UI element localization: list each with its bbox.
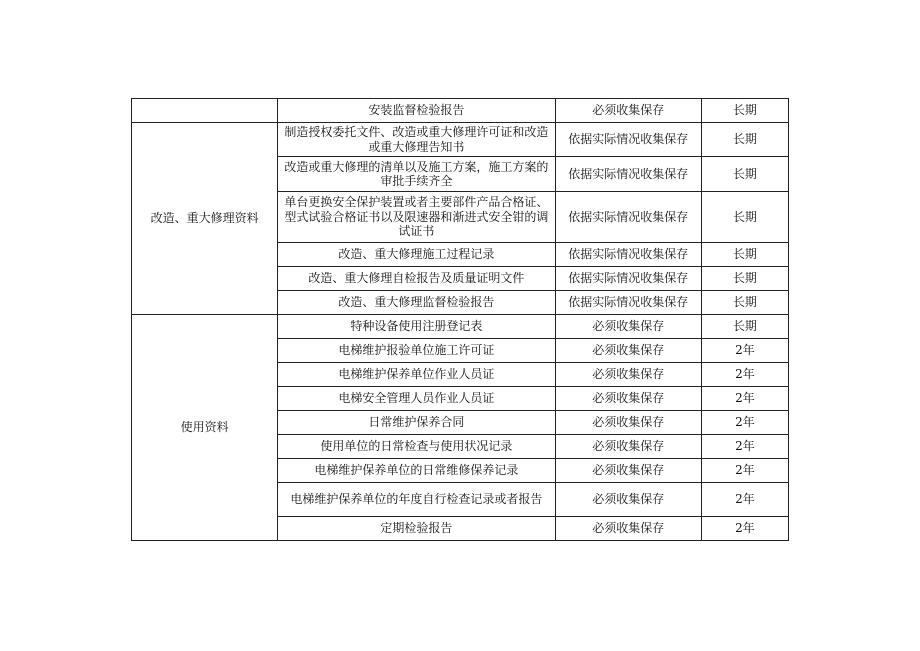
retention-cell: 2年: [701, 435, 788, 459]
retention-cell: 长期: [701, 291, 788, 315]
retention-cell: 2年: [701, 339, 788, 363]
document-cell: 电梯安全管理人员作业人员证: [278, 387, 555, 411]
document-cell: 电梯维护保养单位的年度自行检查记录或者报告: [278, 483, 555, 517]
retention-cell: 长期: [701, 192, 788, 243]
requirement-cell: 依据实际情况收集保存: [555, 243, 701, 267]
retention-cell: 长期: [701, 243, 788, 267]
retention-cell: 2年: [701, 517, 788, 541]
document-cell: 电梯维护报验单位施工许可证: [278, 339, 555, 363]
requirement-cell: 必须收集保存: [555, 459, 701, 483]
document-cell: 改造或重大修理的清单以及施工方案，施工方案的审批手续齐全: [278, 157, 555, 192]
retention-cell: 2年: [701, 411, 788, 435]
requirement-cell: 依据实际情况收集保存: [555, 192, 701, 243]
retention-cell: 2年: [701, 483, 788, 517]
category-cell: 改造、重大修理资料: [132, 123, 278, 315]
requirement-cell: 必须收集保存: [555, 435, 701, 459]
retention-cell: 长期: [701, 157, 788, 192]
document-cell: 改造、重大修理监督检验报告: [278, 291, 555, 315]
category-cell: 使用资料: [132, 315, 278, 541]
retention-cell: 2年: [701, 387, 788, 411]
category-cell: [132, 99, 278, 123]
requirement-cell: 必须收集保存: [555, 315, 701, 339]
retention-cell: 长期: [701, 99, 788, 123]
requirement-cell: 依据实际情况收集保存: [555, 267, 701, 291]
document-cell: 特种设备使用注册登记表: [278, 315, 555, 339]
table-row: [132, 99, 789, 123]
retention-cell: 长期: [701, 123, 788, 157]
document-cell: 改造、重大修理施工过程记录: [278, 243, 555, 267]
requirement-cell: 必须收集保存: [555, 339, 701, 363]
retention-cell: 长期: [701, 315, 788, 339]
requirement-cell: 必须收集保存: [555, 411, 701, 435]
document-cell: 单台更换安全保护装置或者主要部件产品合格证、型式试验合格证书以及限速器和渐进式安全钳的调试证书: [278, 192, 555, 243]
retention-cell: 长期: [701, 267, 788, 291]
records-table: [131, 98, 789, 541]
document-cell: 电梯维护保养单位作业人员证: [278, 363, 555, 387]
document-cell: 日常维护保养合同: [278, 411, 555, 435]
requirement-cell: 必须收集保存: [555, 517, 701, 541]
requirement-cell: 必须收集保存: [555, 99, 701, 123]
document-cell: 电梯维护保养单位的日常维修保养记录: [278, 459, 555, 483]
retention-cell: 2年: [701, 459, 788, 483]
document-cell: 改造、重大修理自检报告及质量证明文件: [278, 267, 555, 291]
requirement-cell: 依据实际情况收集保存: [555, 157, 701, 192]
requirement-cell: 必须收集保存: [555, 363, 701, 387]
document-cell: 定期检验报告: [278, 517, 555, 541]
document-cell: 制造授权委托文件、改造或重大修理许可证和改造或重大修理告知书: [278, 123, 555, 157]
document-cell: 使用单位的日常检查与使用状况记录: [278, 435, 555, 459]
document-cell: 安装监督检验报告: [278, 99, 555, 123]
retention-cell: 2年: [701, 363, 788, 387]
requirement-cell: 依据实际情况收集保存: [555, 123, 701, 157]
requirement-cell: 必须收集保存: [555, 387, 701, 411]
table-row: [132, 123, 789, 157]
table-row: [132, 315, 789, 339]
requirement-cell: 必须收集保存: [555, 483, 701, 517]
requirement-cell: 依据实际情况收集保存: [555, 291, 701, 315]
